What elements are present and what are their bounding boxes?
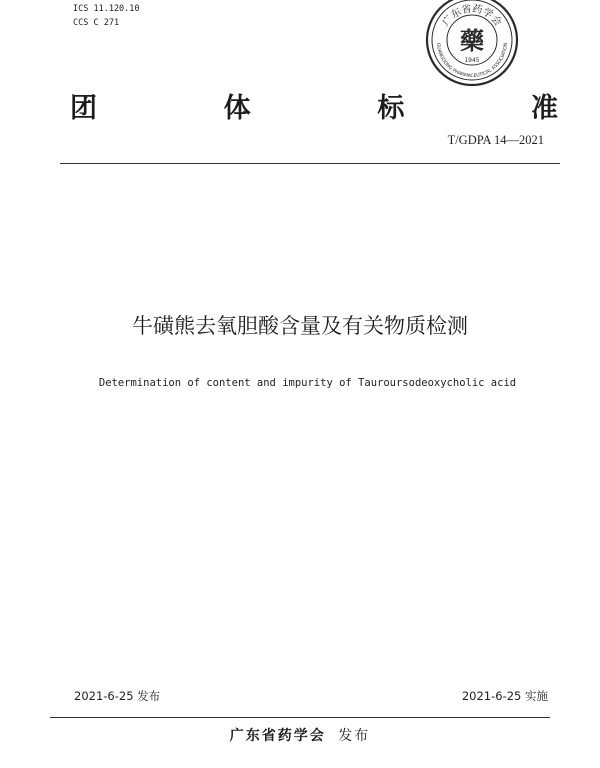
header-divider (60, 163, 560, 164)
seal-year: 1945 (464, 57, 480, 64)
seal-top-text: 广东省药学会 (440, 3, 504, 29)
standard-category (70, 86, 558, 124)
category-char: 准 (530, 93, 558, 124)
document-title-en: Determination of content and impurity of Tauroursodeoxycholic acid (98, 377, 517, 389)
ccs-code: CCS C 271 (73, 18, 120, 28)
issuer-name: 广东省药学会 (229, 728, 326, 744)
document-title-cn: 牛磺熊去氧胆酸含量及有关物质检测 (132, 314, 468, 338)
category-char: 体 (223, 93, 251, 124)
issue-date: 2021-6-25 发布 (74, 689, 161, 703)
footer-divider (50, 717, 550, 718)
implementation-date: 2021-6-25 实施 (461, 689, 548, 703)
ics-code: ICS 11.120.10 (73, 4, 140, 14)
seal-bottom-text: GUANGDONG PHARMACEUTICAL ASSOCIATION (434, 42, 510, 79)
standard-number: T/GDPA 14—2021 (447, 133, 544, 147)
seal-emblem: 藥 (460, 27, 484, 55)
category-char: 团 (70, 93, 97, 124)
category-char: 标 (377, 93, 405, 124)
issuer-action: 发布 (338, 728, 371, 744)
association-seal (424, 0, 520, 88)
issuer-line (0, 725, 600, 745)
classification-codes (73, 2, 140, 30)
